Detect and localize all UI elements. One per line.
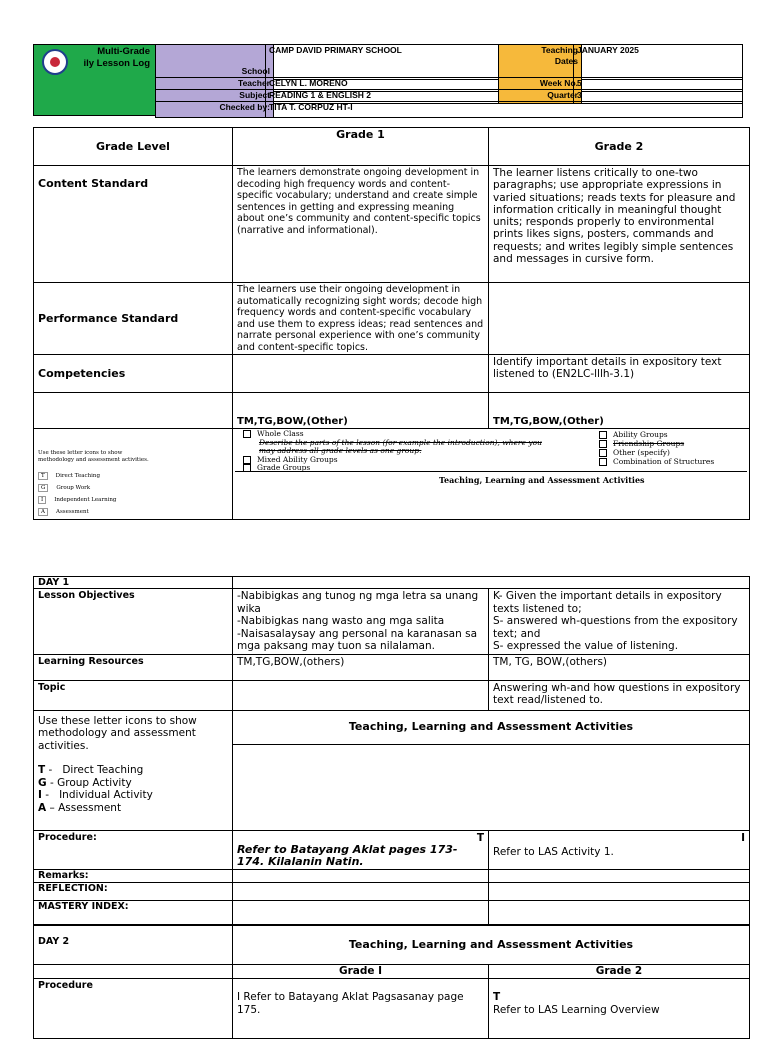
objective-g2-3: S- expressed the value of listening.	[493, 640, 679, 652]
tla-heading: Teaching, Learning and Assessment Activities	[233, 710, 750, 744]
mastery-index-label: MASTERY INDEX:	[34, 901, 233, 925]
tla-body	[233, 744, 750, 830]
opt-mixed: Mixed Ability Groups	[243, 456, 543, 465]
grouping-options-left	[243, 430, 543, 473]
header-block	[33, 44, 735, 116]
learning-resources-g1: TM,TG,BOW,(others)	[233, 654, 489, 680]
day2-procedure-label: Procedure	[34, 979, 233, 1039]
legend-group-activity: G - Group Activity	[38, 776, 132, 789]
grouping-options-right	[599, 430, 749, 466]
school-label: School	[155, 44, 274, 80]
legend-item-a: A Assessment	[38, 506, 228, 518]
quarter-label: Quarter	[498, 89, 582, 104]
performance-standard-row	[34, 283, 750, 355]
procedure-g2-text: Refer to LAS Activity 1.	[493, 846, 614, 858]
learning-resources-g2: TM, TG, BOW,(others)	[489, 654, 750, 680]
topic-row	[34, 680, 750, 710]
topic-label: Topic	[34, 680, 233, 710]
procedure-g2	[489, 830, 750, 870]
competencies-g1	[233, 355, 489, 393]
topic-g1	[233, 680, 489, 710]
objectives-row	[34, 589, 750, 655]
grade2-header: Grade 2	[489, 128, 750, 166]
content-standard-label: Content Standard	[34, 166, 233, 283]
legend-item-g: G Group Work	[38, 482, 228, 494]
opt-friendship: Friendship Groups	[599, 439, 749, 448]
legend-individual-activity: I - Individual Activity	[38, 789, 153, 801]
legend-cell	[34, 429, 233, 520]
grade-level-row	[34, 128, 750, 166]
school-value: CAMP DAVID PRIMARY SCHOOL	[265, 44, 507, 80]
resources-empty-cell	[34, 393, 233, 429]
day2-procedure-g2	[489, 979, 750, 1039]
legend-direct-teaching: T - Direct Teaching	[38, 764, 144, 776]
header-title-line2: ily Lesson Log	[83, 58, 150, 69]
teaching-dates-label	[498, 44, 582, 80]
day2-grade-row	[34, 965, 750, 979]
procedure-g1	[233, 830, 489, 870]
day2-procedure-g2-tag: T	[493, 991, 501, 1003]
legend-item-i: I Independent Learning	[38, 494, 228, 506]
day1-label: DAY 1	[34, 577, 233, 589]
legend-assessment: A – Assessment	[38, 801, 122, 814]
opt-describe: Describe the parts of the lesson (for example the introduction), where you may address all grade levels as one group.	[259, 437, 542, 455]
grade1-header: Grade 1	[233, 128, 489, 166]
objectives-g1	[233, 589, 489, 655]
legend-list-small	[38, 470, 228, 518]
resources-g1: TM,TG,BOW,(Other)	[233, 393, 489, 429]
resources-g2: TM,TG,BOW,(Other)	[489, 393, 750, 429]
checkbox-icon	[243, 430, 251, 438]
day2-procedure-g2-text: Refer to LAS Learning Overview	[493, 1003, 660, 1016]
opt-grade-groups: Grade Groups	[243, 464, 543, 473]
opt-other: Other (specify)	[599, 448, 749, 457]
day2-table	[33, 925, 750, 1039]
legend-intro: Use these letter icons to show methodology and assessment activities.	[38, 714, 197, 752]
teacher-label: Teacher	[155, 77, 274, 92]
legend-intro-small: Use these letter icons to show methodology and assessment activities.	[38, 450, 149, 463]
objectives-g2	[489, 589, 750, 655]
procedure-g2-tag: I	[741, 831, 745, 844]
day1-empty	[233, 577, 750, 589]
standards-table	[33, 127, 750, 520]
resources-row	[34, 393, 750, 429]
checkbox-icon	[599, 431, 607, 439]
checkbox-icon	[243, 456, 251, 464]
competencies-label: Competencies	[34, 355, 233, 393]
procedure-row	[34, 830, 750, 870]
divider	[235, 471, 747, 472]
performance-standard-g1: The learners use their ongoing development in automatically recognizing sight words; decode high frequency words and content-specific vocabulary and use them to express ideas; read sentences and narrate personal experience with one’s community and content-specific topics.	[233, 283, 489, 355]
performance-standard-g2	[489, 283, 750, 355]
opt-whole-class: Whole Class	[243, 430, 543, 439]
day2-label: DAY 2	[34, 926, 233, 965]
objective-g2-1: K- Given the important details in expository texts listened to;	[493, 590, 722, 615]
tla-heading-small: Teaching, Learning and Assessment Activities	[439, 475, 645, 485]
day2-tla-heading: Teaching, Learning and Assessment Activities	[233, 926, 750, 965]
topic-g2: Answering wh-and how questions in expository text read/listened to.	[489, 680, 750, 710]
remarks-row	[34, 870, 750, 883]
day2-procedure-row	[34, 979, 750, 1039]
tla-heading-row	[34, 710, 750, 744]
lesson-objectives-label: Lesson Objectives	[34, 589, 233, 655]
content-standard-g1: The learners demonstrate ongoing development in decoding high frequency words and content-specific vocabulary; understand and create simple sentences in getting and expressing meaning about one’s community and content-specific topics (narrative and informational).	[233, 166, 489, 283]
competencies-row	[34, 355, 750, 393]
opt-ability: Ability Groups	[599, 430, 749, 439]
reflection-row	[34, 883, 750, 901]
week-value: 5	[573, 77, 743, 92]
content-standard-g2: The learner listens critically to one-two paragraphs; use appropriate expressions in varied situations; reads texts for pleasure and information critically in meaningful thought units; responds properly to environmental prints likes signs, posters, commands and requests; and writes legibly simple sentences and messages in cursive form.	[489, 166, 750, 283]
header-logo-cell	[33, 44, 156, 116]
performance-standard-label: Performance Standard	[34, 283, 233, 355]
opt-combination: Combination of Structures	[599, 457, 749, 466]
day1-row	[34, 577, 750, 589]
teaching-dates-label-line2: Dates	[554, 56, 578, 66]
procedure-g1-tag: T	[476, 831, 484, 844]
objective-g1-3: -Naisasalaysay ang personal na karanasan sa mga paksang may tuon sa nilalaman.	[237, 627, 477, 652]
procedure-g1-text: Refer to Batayang Aklat pages 173-174. Kilalanin Natin.	[237, 843, 458, 868]
competencies-g2: Identify important details in expository text listened to (EN2LC-lllh-3.1)	[489, 355, 750, 393]
mastery-row	[34, 901, 750, 925]
checked-by-value: TITA T. CORPUZ HT-I	[265, 101, 743, 118]
day2-grade1-header: Grade I	[233, 965, 489, 979]
teaching-dates-value: JANUARY 2025	[573, 44, 743, 80]
learning-resources-label: Learning Resources	[34, 654, 233, 680]
quarter-value: 3	[573, 89, 743, 104]
day2-heading-row	[34, 926, 750, 965]
legend-item-t: T Direct Teaching	[38, 470, 228, 482]
checked-by-label: Checked by:	[155, 101, 274, 118]
legend-cell-day1	[34, 710, 233, 830]
header-title-line1: Multi-Grade	[97, 46, 150, 57]
remarks-label: Remarks:	[34, 870, 233, 883]
objective-g2-2: S- answered wh-questions from the expository text; and	[493, 615, 738, 640]
legend-row	[34, 429, 750, 520]
subject-value: READING 1 & ENGLISH 2	[265, 89, 507, 104]
objective-g1-1: -Nabibigkas ang tunog ng mga letra sa unang wika	[237, 590, 479, 615]
content-standard-row	[34, 166, 750, 283]
day2-procedure-g1: I Refer to Batayang Aklat Pagsasanay page 175.	[233, 979, 489, 1039]
grouping-options-cell	[233, 429, 750, 520]
objective-g1-2: -Nabibigkas nang wasto ang mga salita	[237, 615, 445, 627]
week-label: Week No.	[498, 77, 582, 92]
grade-level-label: Grade Level	[34, 128, 233, 166]
resources-row	[34, 654, 750, 680]
reflection-label: REFLECTION:	[34, 883, 233, 901]
teaching-dates-label-line1: Teaching	[541, 45, 578, 55]
checkbox-icon	[599, 458, 607, 466]
checkbox-icon	[599, 440, 607, 448]
subject-label: Subject	[155, 89, 274, 104]
day1-table	[33, 576, 750, 925]
teacher-value: CELYN L. MORENO	[265, 77, 507, 92]
day2-grade2-header: Grade 2	[489, 965, 750, 979]
procedure-label: Procedure:	[34, 830, 233, 870]
checkbox-icon	[599, 449, 607, 457]
